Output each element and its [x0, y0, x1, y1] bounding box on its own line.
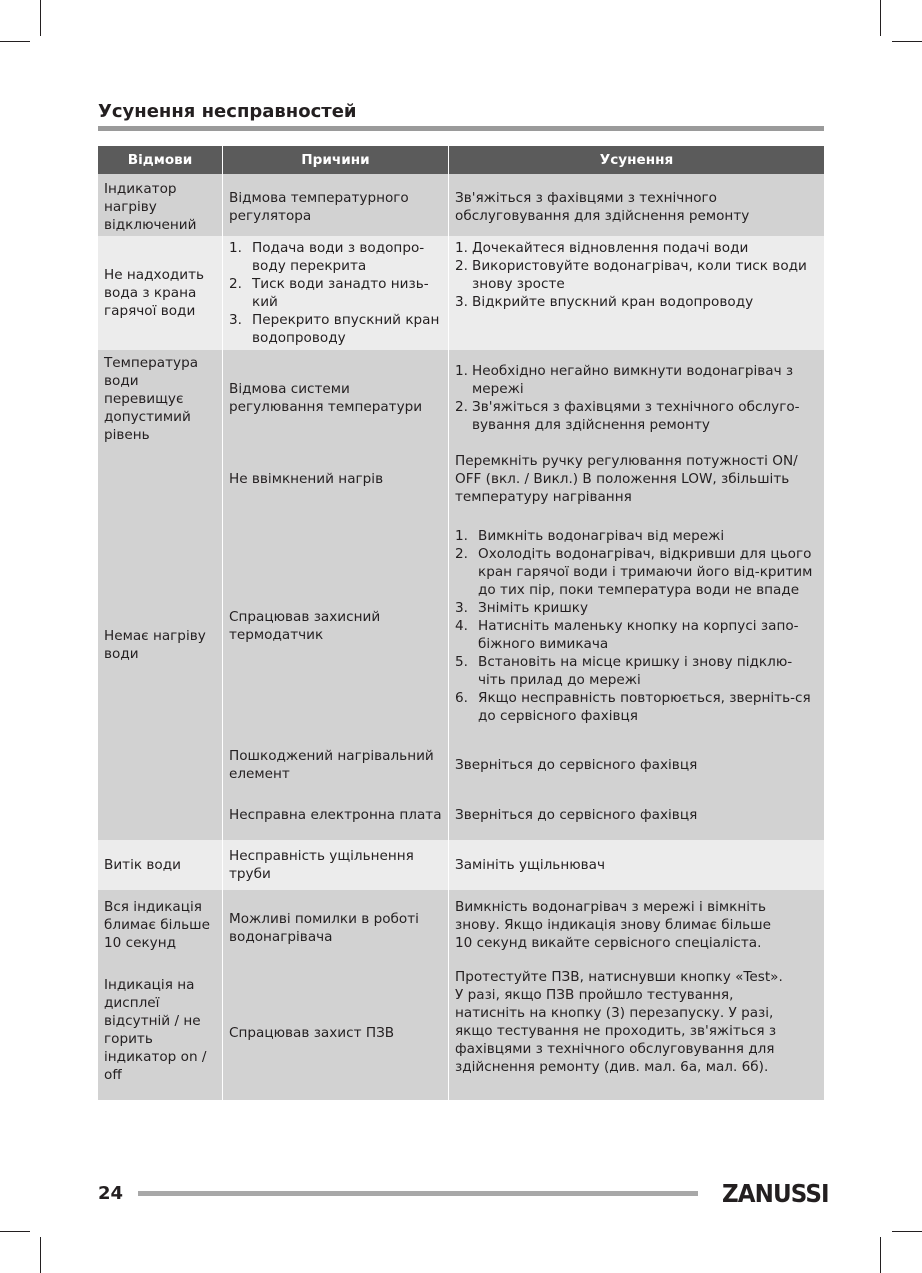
cause-text: Несправна електронна плата — [229, 807, 442, 823]
cause-text: Спрацював захисний термодатчик — [229, 609, 381, 643]
remedy-text: Вимкність водонагрівач з мережі і вімкніть знову. Якщо індикація знову блимає більше 10 секунд викайте сервісного спеціаліста. — [455, 899, 771, 951]
cause-text: Не ввімкнений нагрів — [229, 471, 384, 487]
cause-text: Відмова системи регулювання температури — [229, 381, 423, 415]
list-item: 1. Вимкніть водонагрівач від мережі — [455, 528, 725, 544]
crop-mark — [0, 1231, 30, 1232]
cause-text: Можливі помилки в роботі водонагрівача — [229, 911, 419, 945]
remedy-cell — [448, 890, 824, 1100]
crop-mark — [880, 0, 881, 36]
cause-text: Пошкоджений нагрівальний елемент — [229, 748, 434, 782]
footer-rule — [138, 1191, 698, 1196]
list-item: 3. Відкрийте впускний кран водопроводу — [455, 294, 754, 310]
remedy-block — [449, 512, 824, 740]
fault-text: Температура води перевищує допустимий рівень — [104, 355, 199, 443]
remedy-text: Зверніться до сервісного фахівця — [455, 757, 698, 773]
table-row — [98, 840, 824, 890]
header-remedies: Усунення — [448, 146, 824, 174]
table-row — [98, 350, 824, 840]
remedy-list — [455, 362, 818, 434]
zanussi-logo: ZANUSSI — [722, 1179, 829, 1208]
remedy-list — [455, 527, 818, 725]
remedy-cell: Замініть ущільнювач — [448, 840, 824, 890]
crop-mark — [40, 1237, 41, 1273]
table-header — [98, 146, 824, 174]
list-item: 3. Перекрито впускний кран водопроводу — [229, 312, 440, 346]
fault-text: Немає нагріву води — [104, 628, 206, 662]
remedy-block — [449, 350, 824, 446]
cause-cell — [222, 236, 448, 350]
remedy-text: Перемкніть ручку регулювання потужності ON/ OFF (вкл. / Викл.) В положення LOW, збільшіть температуру нагрівання — [455, 453, 798, 505]
crop-mark — [892, 1231, 922, 1232]
header-faults: Відмови — [127, 152, 193, 168]
cause-list — [229, 239, 442, 347]
remedy-text: Зверніться до сервісного фахівця — [455, 807, 698, 823]
list-item: 1. Необхідно негайно вимкнути водонагрівач з мережі — [455, 363, 794, 397]
list-item: 2. Тиск води занадто низь-кий — [229, 276, 429, 310]
table-row — [98, 174, 824, 236]
fault-cell: Не надходить вода з крана гарячої води — [104, 267, 205, 319]
table-row — [98, 236, 824, 350]
remedy-cell: Зв'яжіться з фахівцями з технічного обслуговування для здійснення ремонту — [448, 174, 824, 236]
fault-cell: Індикатор нагріву відключений — [104, 181, 197, 233]
list-item: 1. Дочекайтеся відновлення подачі води — [455, 240, 749, 256]
header-causes: Причини — [222, 146, 448, 174]
crop-mark — [0, 41, 30, 42]
table-row — [98, 890, 824, 1100]
crop-mark — [892, 41, 922, 42]
list-item: 2. Зв'яжіться з фахівцями з технічного обслуго-вування для здійснення ремонту — [455, 399, 800, 433]
cause-cell: Відмова температурного регулятора — [222, 174, 448, 236]
cause-cell — [222, 890, 448, 1100]
remedy-cell — [448, 350, 824, 840]
list-item: 5. Встановіть на місце кришку і знову підклю-чіть прилад до мережі — [455, 654, 793, 688]
fault-cell — [98, 890, 222, 1100]
cause-cell: Несправність ущільнення труби — [222, 840, 448, 890]
list-item: 4. Натисніть маленьку кнопку на корпусі запо-біжного вимикача — [455, 618, 799, 652]
title-rule — [98, 126, 824, 131]
fault-text: Вся індикація блимає більше 10 секунд — [104, 899, 210, 951]
fault-cell — [98, 350, 222, 840]
list-item: 2. Використовуйте водонагрівач, коли тиск води знову зросте — [455, 258, 807, 292]
list-item: 1. Подача води з водопро-воду перекрита — [229, 240, 425, 274]
remedy-cell — [448, 236, 824, 350]
cause-cell — [222, 350, 448, 840]
remedy-list — [455, 239, 818, 311]
fault-cell: Витік води — [104, 857, 181, 873]
remedy-text: Протестуйте ПЗВ, натиснувши кнопку «Test». У разі, якщо ПЗВ пройшло тестування, натисніть на кнопку (3) перезапуску. У разі, якщо тестування не проходить, зв'яжіться з фахівцями з технічного обслуговування для здійснення ремонту (див. мал. 6а, мал. 6б). — [455, 969, 783, 1075]
page-title: Усунення несправностей — [98, 101, 357, 122]
crop-mark — [40, 0, 41, 36]
fault-text: Індикація на дисплеї відсутній / не горить індикатор on / off — [104, 977, 207, 1083]
cause-text: Спрацював захист ПЗВ — [229, 1025, 395, 1041]
list-item: 6. Якщо несправність повторюється, зверніть-ся до сервісного фахівця — [455, 690, 811, 724]
list-item: 3. Зніміть кришку — [455, 600, 589, 616]
troubleshooting-table — [98, 146, 824, 1100]
crop-mark — [880, 1237, 881, 1273]
page-number: 24 — [98, 1183, 124, 1204]
list-item: 2. Охолодіть водонагрівач, відкривши для цього кран гарячої води і тримаючи його від-критим до тих пір, поки температура води не впаде — [455, 546, 813, 598]
